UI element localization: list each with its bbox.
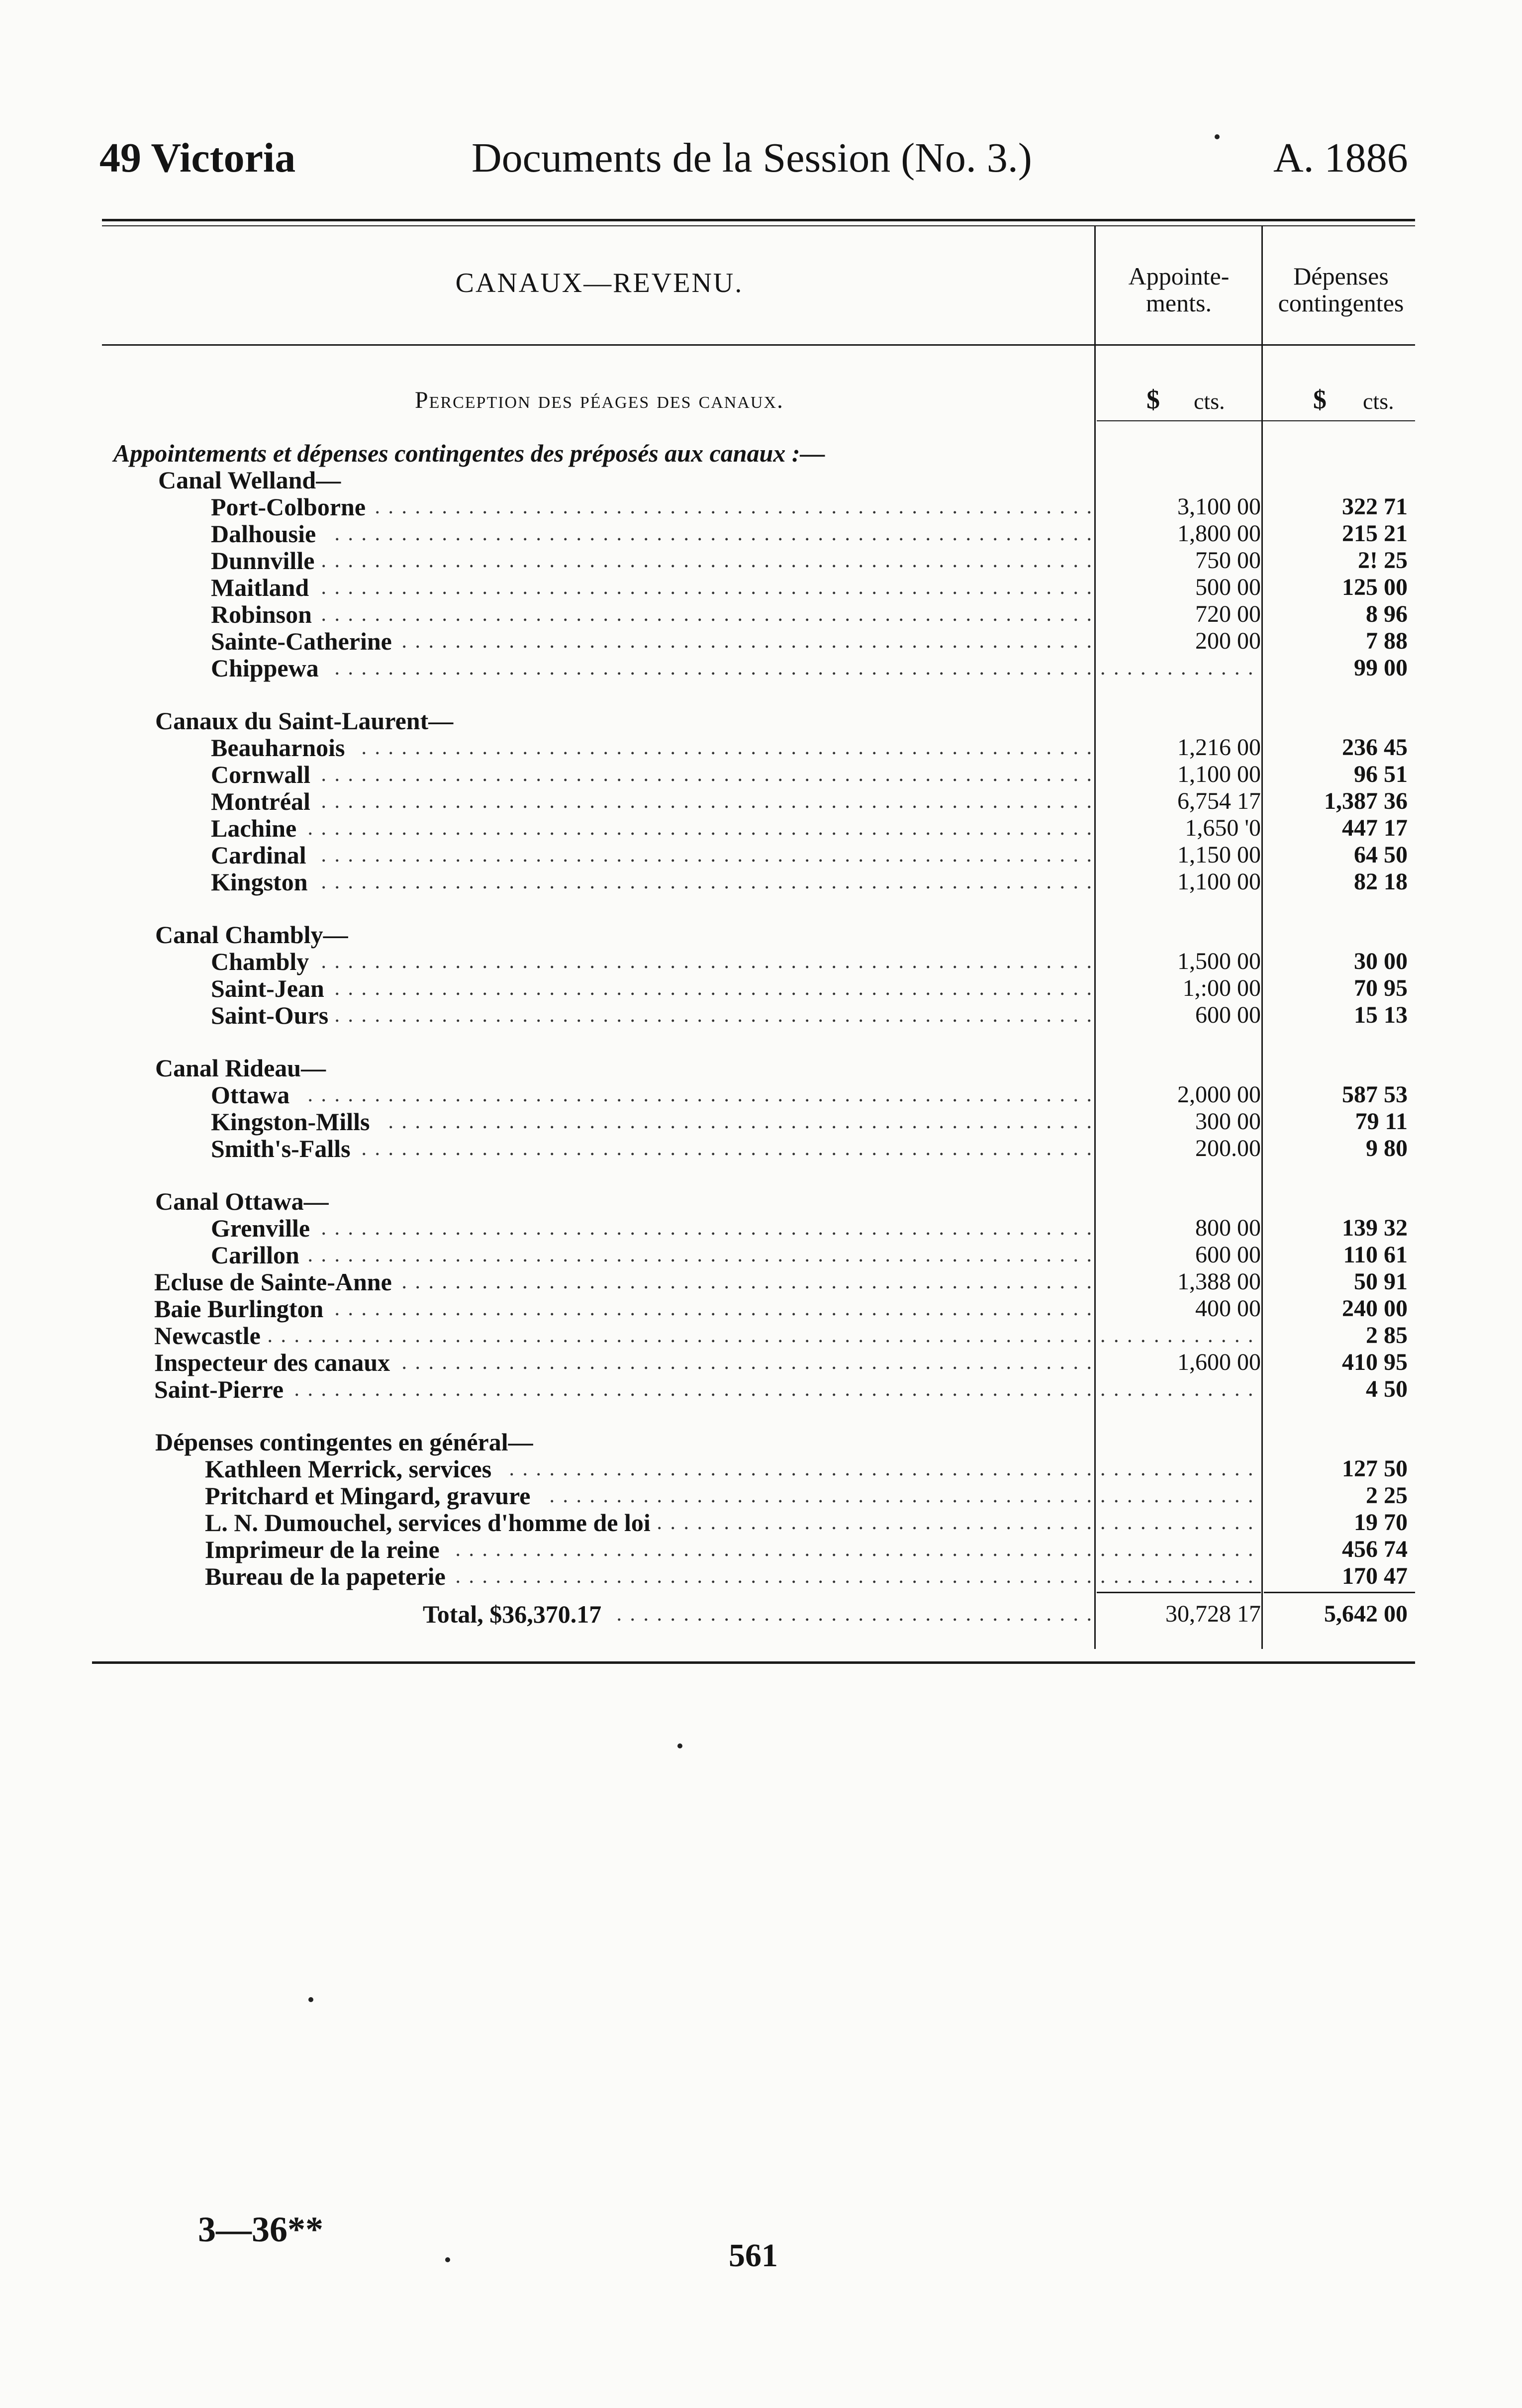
depenses-value: 82 18	[1354, 868, 1408, 895]
table-row	[0, 734, 1522, 761]
table-row	[0, 1349, 1522, 1376]
dot-leader: . . . . . . . . . . . . . . . . . . . . . . . . . . . . . . . . . . . . . . . . . . . . . . . . . . . . . . . . . .	[321, 950, 1093, 973]
appointements-value: 1,800 00	[1177, 520, 1261, 547]
dollar-sign-dep: $	[1313, 385, 1327, 414]
depenses-value: 410 95	[1342, 1349, 1408, 1375]
table-row	[0, 1002, 1522, 1029]
dot-leader: . . . . . . . . . . . . . . . . . . . . . . . . . . . . . . . . . . . .	[616, 1603, 1093, 1626]
group-heading: Dépenses contingentes en général—	[155, 1428, 533, 1456]
header-rule	[102, 344, 1415, 346]
col-rule-2	[1261, 226, 1263, 1649]
dot-leader: . . . . . . . . . . . . . . . . . . . . . . . . . . . . . . . . . . . . . . . . . . . . . . . . . . . . . . . . . .	[321, 790, 1093, 813]
appointements-value: 500 00	[1195, 574, 1261, 600]
depenses-value: 1,387 36	[1324, 788, 1408, 814]
dot-leader: . . . . . . . . . . . . . . . . . . . . . . . . . . . . . . . . . . . . . . . . . . . . . . . .	[455, 1565, 1093, 1588]
row-label: Chambly	[211, 948, 309, 975]
row-label: Baie Burlington	[154, 1295, 324, 1323]
ink-speck	[1215, 134, 1220, 139]
total-depenses: 5,642 00	[1324, 1601, 1408, 1627]
row-label: Cardinal	[211, 841, 306, 869]
depenses-value: 19 70	[1354, 1509, 1408, 1536]
dot-leader: . . . . . . . . . . . . . . . . . . . . . . . . . . . . . . . . . . . . . . . . . . . .	[509, 1457, 1093, 1480]
depenses-value: 50 91	[1354, 1268, 1408, 1295]
dollar-sign-ap: $	[1146, 385, 1160, 414]
table-row	[0, 975, 1522, 1002]
table-row	[0, 1268, 1522, 1295]
dot-leader: . . . . . . . . . . . . . . . . . . . . . . . . . . . . . . . . . . . . . . . . .	[549, 1484, 1093, 1507]
depenses-value: 125 00	[1342, 574, 1408, 600]
appointements-value: 200.00	[1195, 1135, 1261, 1161]
appointements-value: 1,650 '0	[1185, 815, 1261, 841]
ink-speck	[308, 1997, 313, 2002]
depenses-value: 127 50	[1342, 1455, 1408, 1482]
col-rule-1	[1094, 226, 1096, 1649]
header-right: A. 1886	[1273, 135, 1408, 181]
appointements-value: 1,600 00	[1177, 1349, 1261, 1375]
table-row	[0, 1482, 1522, 1509]
depenses-value: 139 32	[1342, 1215, 1408, 1241]
top-rule	[102, 219, 1415, 221]
table-row	[0, 601, 1522, 628]
dot-leader: . . . . . . . . . . . . . . . . . . . . . . . . . . . . . . . . . . . . . . . . . . . . . . . . . . . . . . . . . .	[321, 603, 1093, 626]
depenses-value: 215 21	[1342, 520, 1408, 547]
row-label: Montréal	[211, 787, 310, 815]
row-label: Kingston	[211, 868, 308, 896]
table-row	[0, 1455, 1522, 1482]
group-heading: Canal Ottawa—	[155, 1187, 329, 1215]
page-number: 561	[729, 2237, 778, 2274]
total-label: Total, $36,370.17	[423, 1600, 602, 1628]
dot-leader: . . . . . . . . . . . . . . . . . . . . . . . . . . . . . . . . . . . . . . . . . . . . . . . . . . . . . . . . . . . .	[294, 1378, 1093, 1401]
depenses-value: 236 45	[1342, 734, 1408, 761]
total-appointements: 30,728 17	[1165, 1601, 1261, 1627]
row-label: Saint-Jean	[211, 974, 324, 1002]
dot-leader: . . . . . . . . . . . . . . . . . . . . . . . . . . . . . . . . . . . . . . . . . . . . . . . . . . . . .	[388, 1110, 1093, 1133]
dot-leader: . . . . . . . . . . . . . . . . . . . . . . . . . . . . . . . . . . . . . . . . . . . . . . . . . . . .	[401, 1270, 1093, 1293]
appointements-value: 1,100 00	[1177, 761, 1261, 787]
appointements-value: 720 00	[1195, 601, 1261, 627]
depenses-value: 447 17	[1342, 815, 1408, 841]
table-title: CANAUX—REVENU.	[455, 268, 744, 298]
total-row	[0, 1601, 1522, 1628]
row-label: Sainte-Catherine	[211, 627, 392, 655]
row-label: Ecluse de Sainte-Anne	[154, 1268, 392, 1296]
dot-leader: . . . . . . . . . . . . . . . . . . . . . . . . . . . . . . . . . . . . . . . . . . . . . . . . . . . . . . . . .	[334, 1004, 1093, 1027]
depenses-value: 2 25	[1366, 1482, 1408, 1509]
empty-leader: . . . . . . . . . . . .	[1100, 1511, 1255, 1534]
table-row	[0, 1295, 1522, 1322]
cts-dep: cts.	[1363, 388, 1394, 414]
dot-leader: . . . . . . . . . . . . . . . . . . . . . . . . . . . . . . . . . . . . . . . . . . . . . . . . . . . .	[401, 1351, 1093, 1374]
appointements-value: 1,500 00	[1177, 948, 1261, 974]
header-left: 49 Victoria	[99, 135, 296, 181]
row-label: Smith's-Falls	[211, 1135, 351, 1162]
appointements-value: 400 00	[1195, 1295, 1261, 1322]
dot-leader: . . . . . . . . . . . . . . . . . . . . . . . . . . . . . . . . . . . . . . . . . . . . . . . . . . . . . . . . . . .	[307, 1083, 1093, 1106]
depenses-value: 170 47	[1342, 1563, 1408, 1589]
table-row	[0, 1242, 1522, 1268]
dot-leader: . . . . . . . . . . . . . . . . . . . . . . . . . . . . . . . . . . . . . . . . . . . . . . . . . . . . . . . . . .	[321, 870, 1093, 893]
dot-leader: . . . . . . . . . . . . . . . . . . . . . . . . . . . . . . . . . . . . . . . . . . . . . . . . . . . . . . .	[361, 1137, 1093, 1160]
row-label: Kathleen Merrick, services	[205, 1455, 492, 1483]
table-row	[0, 1135, 1522, 1162]
depenses-value: 2 85	[1366, 1322, 1408, 1348]
empty-leader: . . . . . . . . . . . .	[1100, 1565, 1255, 1588]
section-rule	[1097, 420, 1415, 421]
cts-ap: cts.	[1194, 388, 1225, 414]
depenses-value: 30 00	[1354, 948, 1408, 974]
table-row	[0, 1376, 1522, 1403]
group-heading: Canal Chambly—	[155, 921, 348, 949]
table-row	[0, 547, 1522, 574]
appointements-value: 800 00	[1195, 1215, 1261, 1241]
appointements-value: 2,000 00	[1177, 1081, 1261, 1108]
table-row	[0, 842, 1522, 868]
row-label: Saint-Pierre	[154, 1375, 284, 1403]
depenses-value: 99 00	[1354, 655, 1408, 681]
header-center: Documents de la Session (No. 3.)	[472, 135, 1032, 181]
appointements-value: 3,100 00	[1177, 493, 1261, 520]
table-row	[0, 868, 1522, 895]
table-row	[0, 1322, 1522, 1349]
col-header-depenses: Dépenses contingentes	[1278, 262, 1404, 317]
group-heading: Canaux du Saint-Laurent—	[155, 707, 454, 735]
dot-leader: . . . . . . . . . . . . . . . . . . . . . . . . . . . . . . . . . . . . . . . . . . . . . . . . . . . . . . . . . .	[321, 844, 1093, 867]
table-row	[0, 493, 1522, 520]
row-label: Carillon	[211, 1241, 299, 1269]
depenses-value: 240 00	[1342, 1295, 1408, 1322]
row-label: Kingston-Mills	[211, 1108, 370, 1136]
dot-leader: . . . . . . . . . . . . . . . . . . . . . . . . . . . . . . . . . . . . . . . . . . . . . . . . . . . .	[401, 630, 1093, 653]
row-label: Robinson	[211, 600, 312, 628]
top-rule-thin	[102, 225, 1415, 226]
dot-leader: . . . . . . . . . . . . . . . . . . . . . . . . . . . . . . . . . . . . . . . . . . . . . . . . . . . . . . . . .	[334, 657, 1093, 679]
depenses-value: 70 95	[1354, 975, 1408, 1001]
table-row	[0, 628, 1522, 655]
dot-leader: . . . . . . . . . . . . . . . . . . . . . . . . . . . . . . . . . . . . . . . . . . . . . . . . . . . . . . . . . . . . . .	[267, 1324, 1093, 1347]
depenses-value: 4 50	[1366, 1376, 1408, 1402]
depenses-value: 79 11	[1355, 1108, 1408, 1135]
row-label: Inspecteur des canaux	[154, 1348, 390, 1376]
ink-speck	[677, 1743, 682, 1748]
row-label: Bureau de la papeterie	[205, 1562, 446, 1590]
col-header-appointements: Appointe- ments.	[1128, 262, 1230, 317]
total-rule-ap	[1097, 1592, 1261, 1593]
appointements-value: 1,388 00	[1177, 1268, 1261, 1295]
dot-leader: . . . . . . . . . . . . . . . . . . . . . . . . . . . . . . . . . . . . . . . . . . . . . . . . . . . . . . . . .	[334, 522, 1093, 545]
table-row	[0, 1215, 1522, 1242]
row-label: Ottawa	[211, 1081, 290, 1109]
appointements-value: 6,754 17	[1177, 788, 1261, 814]
table-row	[0, 788, 1522, 815]
dot-leader: . . . . . . . . . . . . . . . . . . . . . . . . . . . . . . . . . . . . . . . . . . . . . . . .	[455, 1538, 1093, 1561]
dot-leader: . . . . . . . . . . . . . . . . . . . . . . . . . . . . . . . . . . . . . . . . . . . . . . . . . . . . . . . . .	[334, 1297, 1093, 1320]
dot-leader: . . . . . . . . . . . . . . . . . . . . . . . . . . . . . . . . . . . . . . . . . . . . . . . . . . . . . . . . . .	[321, 1217, 1093, 1240]
signature-mark: 3—36**	[198, 2210, 323, 2249]
depenses-value: 456 74	[1342, 1536, 1408, 1562]
appointements-value: 1,:00 00	[1182, 975, 1261, 1001]
appointements-value: 1,150 00	[1177, 842, 1261, 868]
empty-leader: . . . . . . . . . . . .	[1100, 657, 1255, 679]
appointements-value: 600 00	[1195, 1002, 1261, 1028]
depenses-value: 8 96	[1366, 601, 1408, 627]
table-row	[0, 948, 1522, 975]
empty-leader: . . . . . . . . . . . .	[1100, 1484, 1255, 1507]
appointements-value: 200 00	[1195, 628, 1261, 654]
group-heading: Canal Rideau—	[155, 1054, 326, 1082]
section-title: Perception des péages des canaux.	[414, 387, 784, 413]
table-row	[0, 1563, 1522, 1590]
row-label: Newcastle	[154, 1322, 261, 1349]
row-label: Dunnville	[211, 547, 315, 575]
dot-leader: . . . . . . . . . . . . . . . . . . . . . . . . . . . . . . . . . . . . . . . . . . . . . . . . . . . . . .	[375, 495, 1093, 518]
empty-leader: . . . . . . . . . . . .	[1100, 1324, 1255, 1347]
dot-leader: . . . . . . . . . . . . . . . . . . . . . . . . . . . . . . . . . . . . . . . . . . . . . . . . . . . . . . . . . .	[321, 549, 1093, 572]
row-label: L. N. Dumouchel, services d'homme de loi	[205, 1509, 651, 1537]
row-label: Grenville	[211, 1214, 310, 1242]
depenses-value: 322 71	[1342, 493, 1408, 520]
appointements-value: 300 00	[1195, 1108, 1261, 1135]
empty-leader: . . . . . . . . . . . .	[1100, 1538, 1255, 1561]
depenses-value: 9 80	[1366, 1135, 1408, 1161]
total-rule-dep	[1264, 1592, 1415, 1593]
dot-leader: . . . . . . . . . . . . . . . . . . . . . . . . . . . . . . . . . . . . . . . . . . . . . . . . . . . . . . .	[361, 736, 1093, 759]
table-row	[0, 574, 1522, 601]
table-row	[0, 1108, 1522, 1135]
table-row	[0, 1509, 1522, 1536]
table-row	[0, 1081, 1522, 1108]
row-label: Dalhousie	[211, 520, 316, 548]
row-label: Port-Colborne	[211, 493, 366, 521]
depenses-value: 96 51	[1354, 761, 1408, 787]
group-heading: Canal Welland—	[158, 466, 341, 494]
table-row	[0, 655, 1522, 681]
row-label: Beauharnois	[211, 734, 345, 762]
depenses-value: 64 50	[1354, 842, 1408, 868]
table-row	[0, 761, 1522, 788]
appointements-value: 1,100 00	[1177, 868, 1261, 895]
dot-leader: . . . . . . . . . . . . . . . . . . . . . . . . . . . . . . . . . . . . . . . . . . . . . . . . . . . . . . . . . . .	[307, 817, 1093, 840]
depenses-value: 110 61	[1343, 1242, 1408, 1268]
bottom-rule	[92, 1661, 1415, 1664]
table-row	[0, 520, 1522, 547]
depenses-value: 7 88	[1366, 628, 1408, 654]
empty-leader: . . . . . . . . . . . .	[1100, 1457, 1255, 1480]
dot-leader: . . . . . . . . . . . . . . . . . . . . . . . . . . . . . . . . . . . . . . . . . . . . . . . . . . . . . . . . . .	[321, 763, 1093, 786]
row-label: Pritchard et Mingard, gravure	[205, 1482, 531, 1510]
table-row	[0, 1536, 1522, 1563]
row-label: Cornwall	[211, 761, 310, 788]
row-label: Maitland	[211, 574, 309, 601]
dot-leader: . . . . . . . . . . . . . . . . . . . . . . . . . . . . . . . . . . . . . . . . . . . . . . . . . . . . . . . . . . .	[307, 1244, 1093, 1266]
row-label: Lachine	[211, 814, 297, 842]
appointements-value: 1,216 00	[1177, 734, 1261, 761]
empty-leader: . . . . . . . . . . . .	[1100, 1378, 1255, 1401]
dot-leader: . . . . . . . . . . . . . . . . . . . . . . . . . . . . . . . . . . . . . . . . . . . . . . . . . . . . . . . . . .	[321, 576, 1093, 599]
dot-leader: . . . . . . . . . . . . . . . . . . . . . . . . . . . . . . . . . . . . . . . . . . . . . . . . . . . . . . . . .	[334, 977, 1093, 1000]
row-label: Saint-Ours	[211, 1001, 329, 1029]
ink-speck	[445, 2257, 450, 2262]
table-row	[0, 815, 1522, 842]
appointements-value: 600 00	[1195, 1242, 1261, 1268]
dot-leader: . . . . . . . . . . . . . . . . . . . . . . . . . . . . . . . . .	[657, 1511, 1093, 1534]
appointements-value: 750 00	[1195, 547, 1261, 574]
intro-heading: Appointements et dépenses contingentes des préposés aux canaux :—	[113, 439, 825, 467]
depenses-value: 587 53	[1342, 1081, 1408, 1108]
depenses-value: 15 13	[1354, 1002, 1408, 1028]
row-label: Chippewa	[211, 654, 319, 682]
depenses-value: 2! 25	[1358, 547, 1408, 574]
row-label: Imprimeur de la reine	[205, 1536, 440, 1563]
